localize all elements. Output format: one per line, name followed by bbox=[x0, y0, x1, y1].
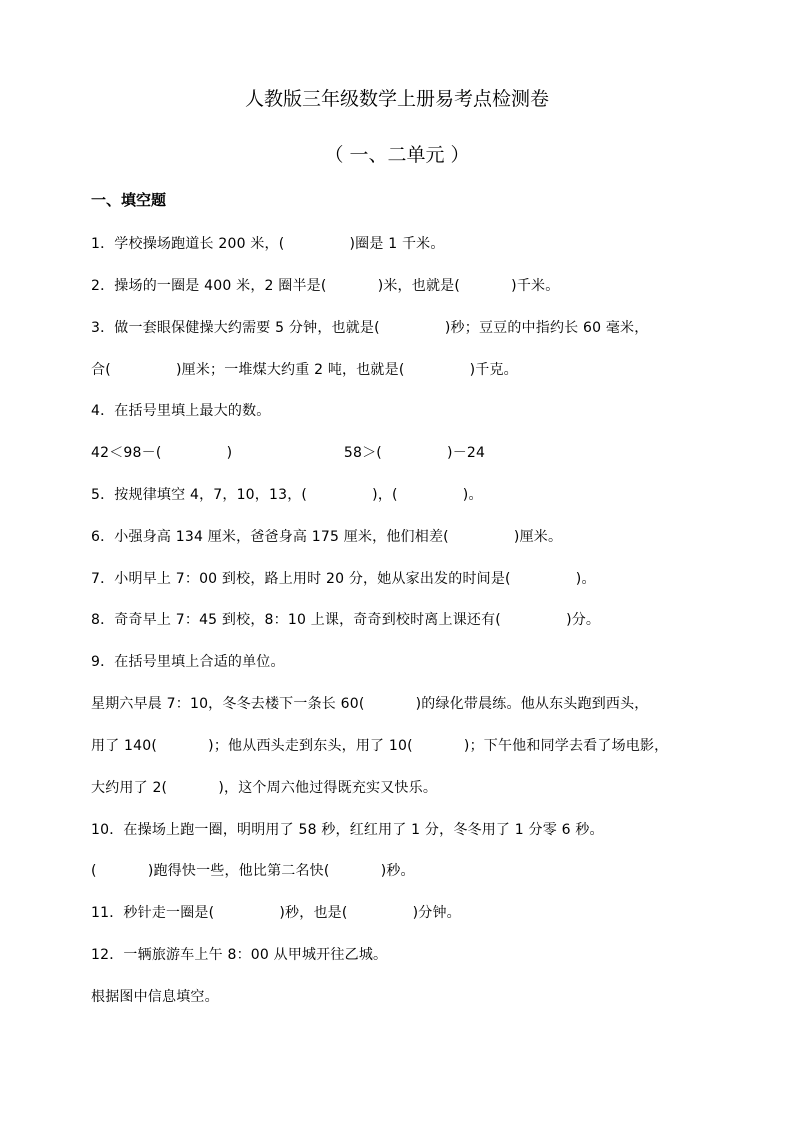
question-line: 6．小强身高 134 厘米，爸爸身高 175 厘米，他们相差( )厘米。 bbox=[91, 529, 563, 545]
question-line: ( )跑得快一些，他比第二名快( )秒。 bbox=[91, 863, 415, 879]
question-line: 12．一辆旅游车上午 8：00 从甲城开往乙城。 bbox=[91, 947, 388, 963]
question-line: 大约用了 2( )，这个周六他过得既充实又快乐。 bbox=[91, 780, 438, 796]
question-line: 3．做一套眼保健操大约需要 5 分钟，也就是( )秒；豆豆的中指约长 60 毫米， bbox=[91, 320, 649, 336]
question-line: 星期六早晨 7：10，冬冬去楼下一条长 60( )的绿化带晨练。他从东头跑到西头， bbox=[91, 696, 649, 712]
question-line: 1．学校操场跑道长 200 米，( )圈是 1 千米。 bbox=[91, 236, 445, 252]
question-line: 8．奇奇早上 7：45 到校，8：10 上课，奇奇到校时离上课还有( )分。 bbox=[91, 612, 601, 628]
section-heading-fill-blank: 一、填空题 bbox=[91, 191, 167, 209]
question-line: 42＜98－( ) 58＞( )－24 bbox=[91, 445, 486, 461]
question-line: 根据图中信息填空。 bbox=[91, 989, 219, 1005]
question-line: 2．操场的一圈是 400 米，2 圈半是( )米，也就是( )千米。 bbox=[91, 278, 560, 294]
question-line: 4．在括号里填上最大的数。 bbox=[91, 403, 271, 419]
page-title: 人教版三年级数学上册易考点检测卷 bbox=[244, 88, 549, 110]
question-line: 11．秒针走一圈是( )秒，也是( )分钟。 bbox=[91, 905, 461, 921]
page-subtitle: （ 一、二单元 ） bbox=[324, 144, 470, 166]
question-line: 用了 140( )；他从西头走到东头，用了 10( )；下午他和同学去看了场电影， bbox=[91, 738, 669, 754]
question-line: 5．按规律填空 4，7，10，13，( )，( )。 bbox=[91, 487, 483, 503]
question-line: 合( )厘米；一堆煤大约重 2 吨，也就是( )千克。 bbox=[91, 362, 518, 378]
question-line: 9．在括号里填上合适的单位。 bbox=[91, 654, 285, 670]
question-line: 10．在操场上跑一圈，明明用了 58 秒，红红用了 1 分，冬冬用了 1 分零 6 秒。 bbox=[91, 822, 604, 838]
question-line: 7．小明早上 7：00 到校，路上用时 20 分，她从家出发的时间是( )。 bbox=[91, 571, 596, 587]
